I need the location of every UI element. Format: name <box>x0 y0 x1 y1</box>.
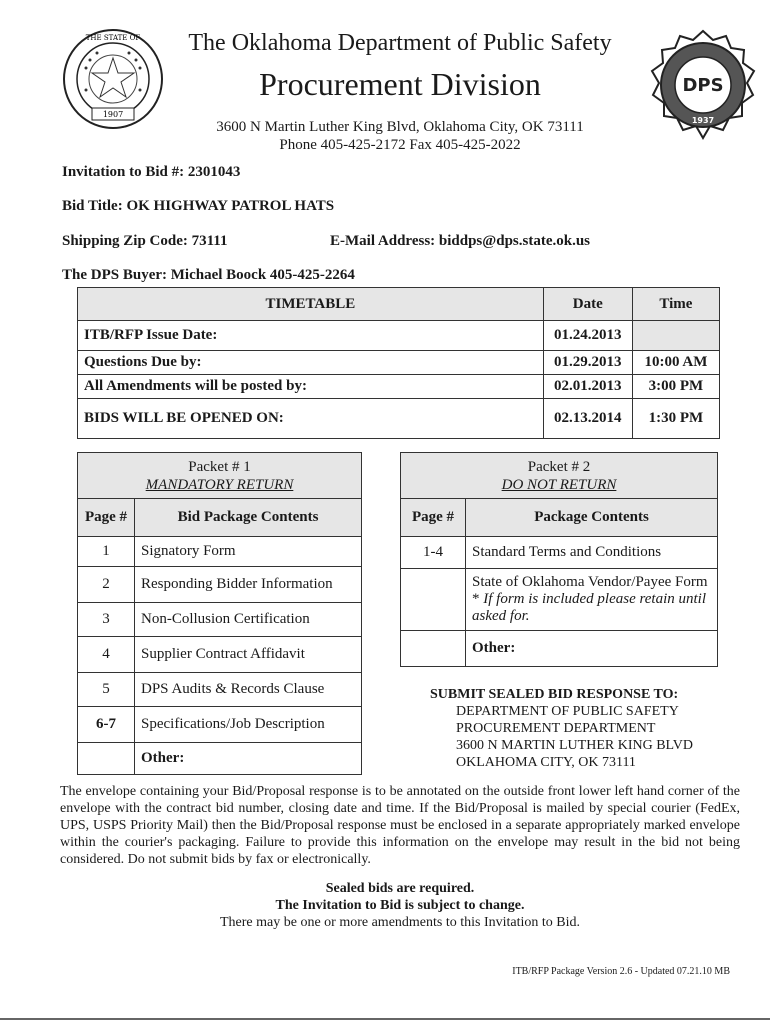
packet-1-page: 6-7 <box>78 707 135 743</box>
timetable-row-time <box>632 321 719 351</box>
address: 3600 N Martin Luther King Blvd, Oklahoma City, OK 73111 <box>216 119 584 135</box>
timetable-row-date: 01.29.2013 <box>543 351 632 375</box>
packet-1-content: DPS Audits & Records Clause <box>135 673 362 707</box>
division-title: Procurement Division <box>259 66 541 102</box>
email-address: E-Mail Address: biddps@dps.state.ok.us <box>330 233 591 249</box>
timetable-row-time: 1:30 PM <box>632 399 719 439</box>
svg-text:THE STATE OF: THE STATE OF <box>85 34 141 42</box>
packet-1-table <box>77 452 362 775</box>
oklahoma-state-seal <box>62 28 164 130</box>
packet-1-page: 2 <box>78 567 135 603</box>
timetable-row-date: 01.24.2013 <box>543 321 632 351</box>
submit-line: OKLAHOMA CITY, OK 73111 <box>456 755 636 770</box>
contents-column-header: Bid Package Contents <box>135 499 362 537</box>
packet-2-other: Other: <box>466 631 718 667</box>
department-name: The Oklahoma Department of Public Safety <box>188 30 612 56</box>
timetable-row-date: 02.13.2014 <box>543 399 632 439</box>
packet-1-content: Supplier Contract Affidavit <box>135 637 362 673</box>
timetable-row-time: 3:00 PM <box>632 375 719 399</box>
vendor-form-text: State of Oklahoma Vendor/Payee Form * <box>472 574 708 607</box>
invitation-to-bid: Invitation to Bid #: 2301043 <box>62 164 241 180</box>
phone-fax: Phone 405-425-2172 Fax 405-425-2022 <box>279 137 521 153</box>
contact-block <box>150 118 650 154</box>
seal-year: 1907 <box>102 110 124 119</box>
timetable-row-label: All Amendments will be posted by: <box>78 375 544 399</box>
submit-heading: SUBMIT SEALED BID RESPONSE TO: <box>430 687 679 702</box>
date-column-header: Date <box>543 288 632 321</box>
packet-1-content: Non-Collusion Certification <box>135 603 362 637</box>
packet-1-page: 3 <box>78 603 135 637</box>
timetable <box>77 287 720 439</box>
submit-line: DEPARTMENT OF PUBLIC SAFETY <box>456 704 679 719</box>
bid-title: Bid Title: OK HIGHWAY PATROL HATS <box>62 198 335 214</box>
submit-address-block <box>430 686 730 771</box>
packet-2-subtitle: DO NOT RETURN <box>501 476 617 493</box>
packet-1-title: Packet # 1 <box>188 458 251 475</box>
packet-1-page: 4 <box>78 637 135 673</box>
page-column-header: Page # <box>401 499 466 537</box>
envelope-instructions: The envelope containing your Bid/Proposal response is to be annotated on the outside front lower left hand corner of the envelope with the contract bid number, closing date and time. If the Bid/Proposal is mailed by special courier (FedEx, UPS, USPS Priority Mail) then the Bid/Proposal response must be enclosed in a separate appropriately marked envelope within the courier's packaging. Failure to provide this information on the envelope may result in the bid not being considered. Do not submit bids by fax or electronically. <box>60 784 740 867</box>
page-column-header: Page # <box>78 499 135 537</box>
vendor-form-note: If form is included please retain until asked for. <box>472 591 707 624</box>
packet-2-table <box>400 452 718 667</box>
submit-line: 3600 N MARTIN LUTHER KING BLVD <box>456 738 694 753</box>
closing-line-2: The Invitation to Bid is subject to change. <box>275 898 525 913</box>
page-bottom-edge <box>0 1018 770 1020</box>
packet-1-subtitle: MANDATORY RETURN <box>145 476 294 493</box>
badge-abbreviation: DPS <box>682 75 724 96</box>
shipping-zip: Shipping Zip Code: 73111 <box>62 233 228 249</box>
packet-1-page: 1 <box>78 537 135 567</box>
packet-2-title: Packet # 2 <box>527 458 591 475</box>
closing-line-3: There may be one or more amendments to this Invitation to Bid. <box>219 915 581 930</box>
timetable-row-label: ITB/RFP Issue Date: <box>78 321 544 351</box>
dps-badge-seal <box>643 28 763 148</box>
timetable-row-date: 02.01.2013 <box>543 375 632 399</box>
closing-line-1: Sealed bids are required. <box>325 881 475 896</box>
contents-column-header: Package Contents <box>466 499 718 537</box>
packet-2-content: Standard Terms and Conditions <box>466 537 718 569</box>
packet-1-content: Specifications/Job Description <box>135 707 362 743</box>
packet-1-page: 5 <box>78 673 135 707</box>
packet-2-page: 1-4 <box>401 537 466 569</box>
timetable-heading: TIMETABLE <box>78 288 544 321</box>
packet-1-content: Responding Bidder Information <box>135 567 362 603</box>
packet-1-other: Other: <box>135 743 362 775</box>
timetable-row-time: 10:00 AM <box>632 351 719 375</box>
time-column-header: Time <box>632 288 719 321</box>
timetable-row-label: BIDS WILL BE OPENED ON: <box>78 399 544 439</box>
packet-1-content: Signatory Form <box>135 537 362 567</box>
badge-year: 1937 <box>691 116 715 125</box>
submit-line: PROCUREMENT DEPARTMENT <box>456 721 656 736</box>
closing-notes <box>60 880 740 931</box>
version-footer: ITB/RFP Package Version 2.6 - Updated 07.21.10 MB <box>512 966 730 977</box>
dps-buyer: The DPS Buyer: Michael Boock 405-425-2264 <box>62 267 355 283</box>
timetable-row-label: Questions Due by: <box>78 351 544 375</box>
